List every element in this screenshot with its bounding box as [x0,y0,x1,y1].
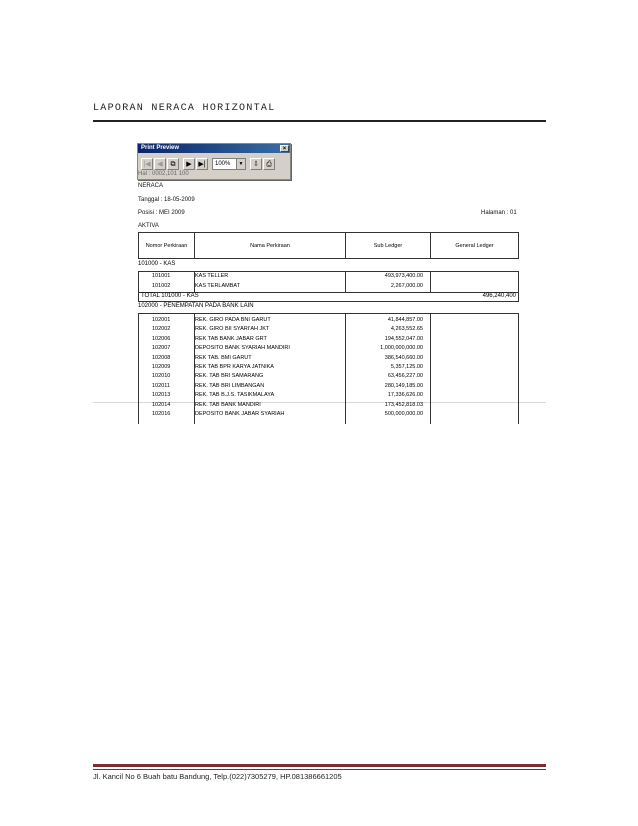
account-name: KAS TERLAMBAT [195,282,241,289]
zoom-select[interactable] [212,158,246,170]
next-page-icon[interactable]: ▶ [183,158,195,170]
page-title: LAPORAN NERACA HORIZONTAL [93,103,276,114]
sub-ledger-value: 194,552,047.00 [384,335,423,342]
last-page-icon[interactable]: ▶| [196,158,208,170]
table-row [139,363,518,372]
sub-ledger-value: 4,263,552.65 [390,326,423,333]
print-preview-title: Print Preview [141,145,180,151]
table-row [139,372,518,381]
footer-rule [93,769,546,770]
account-number: 101002 [152,282,171,289]
table-row [139,354,518,363]
table-row [139,325,518,334]
report-date: Tanggal : 18-05-2009 [138,197,195,203]
sub-ledger-value: 17,336,626.00 [387,392,423,399]
account-name: REK TAB BANK JABAR GRT [195,335,267,342]
column-header: General Ledger [431,233,519,259]
report-section: AKTIVA [138,223,159,229]
sub-ledger-value: 493,973,400.00 [384,273,423,279]
sub-ledger-value: 173,452,818.03 [384,401,423,408]
report-position: Posisi : MEI 2009 [138,210,185,216]
account-number: 102016 [152,411,171,417]
account-name: REK. GIRO PADA BNI GARUT [195,317,271,323]
column-header: Nama Perkiraan [195,233,346,259]
table-row [139,335,518,344]
group-heading: 101000 - KAS [138,261,176,267]
group-box [138,271,519,293]
account-name: DEPOSITO BANK JABAR SYARIAH [195,411,285,417]
report-title: NERACA [138,183,164,189]
title-divider [93,120,546,122]
sub-ledger-value: 41,844,857.00 [387,317,423,323]
account-number: 102008 [152,354,171,361]
account-number: 102009 [152,364,171,370]
account-number: 101001 [152,273,171,279]
print-preview-toolbar [141,158,275,170]
table-row [139,282,518,291]
chevron-down-icon[interactable]: ▼ [236,159,245,169]
account-number: 102006 [152,335,171,342]
print-preview-titlebar [138,144,290,153]
account-name: REK. TAB B.J.S. TASIKMALAYA [195,392,275,399]
table-row [139,410,518,419]
table-row [139,316,518,325]
pages-icon[interactable]: ⧉ [167,158,179,170]
sub-ledger-value: 500,000,000.00 [384,411,423,417]
table-row [139,272,518,281]
first-page-icon[interactable]: |◀ [141,158,153,170]
table-row [139,391,518,400]
group-heading: 102000 - PENEMPATAN PADA BANK LAIN [138,303,254,309]
account-name: REK. TAB BRI LIMBANGAN [195,382,265,389]
account-name: REK. TAB BANK MANDIRI [195,401,261,408]
footer-address: Jl. Kancil No 6 Buah batu Bandung, Telp.(022)7305279, HP.081386661205 [93,772,342,781]
account-name: KAS TELLER [195,273,229,279]
export-icon[interactable]: ⇩ [250,158,262,170]
sub-ledger-value: 2,267,000.00 [390,282,423,289]
account-number: 102010 [152,373,171,380]
report-header-table [138,232,519,259]
account-name: DEPOSITO BANK SYARIAH MANDIRI [195,345,290,352]
group-box [138,313,519,424]
sub-ledger-value: 280,149,185.00 [384,382,423,389]
column-header: Nomor Perkiraan [139,233,195,259]
total-value: 496,240,400 [482,293,516,299]
account-number: 102011 [152,382,170,389]
account-name: REK TAB. BMI GARUT [195,354,252,361]
footer-rule [93,764,546,767]
printer-icon[interactable]: ⎙ [263,158,275,170]
previous-page-icon[interactable]: ◀ [154,158,166,170]
account-number: 102007 [152,345,171,352]
report-page: Halaman : 01 [481,210,517,216]
total-label: TOTAL 101000 - KAS [141,293,199,299]
account-number: 102002 [152,326,171,333]
sub-ledger-value: 5,357,125.00 [390,364,423,370]
report-screenshot [93,140,546,417]
sub-ledger-value: 1,000,000,000.00 [380,345,423,352]
table-row [139,382,518,391]
account-name: REK. GIRO BII SYARI'AH JKT [195,326,270,333]
account-name: REK. TAB BRI SAMARANG [195,373,264,380]
account-number: 102013 [152,392,171,399]
table-row [139,401,518,410]
sub-ledger-value: 386,540,660.00 [384,354,423,361]
report-cut-line: Hal : 0002,101 100 [138,171,189,177]
sub-ledger-value: 63,456,227.00 [387,373,423,380]
zoom-value: 100% [215,161,231,167]
column-header: Sub Ledger [346,233,431,259]
account-number: 102001 [152,317,171,323]
close-button[interactable]: × [280,145,289,152]
table-row [139,344,518,353]
account-number: 102014 [152,401,171,408]
account-name: REK TAB BPR KARYA JATNIKA [195,364,274,370]
group-total [138,292,519,302]
